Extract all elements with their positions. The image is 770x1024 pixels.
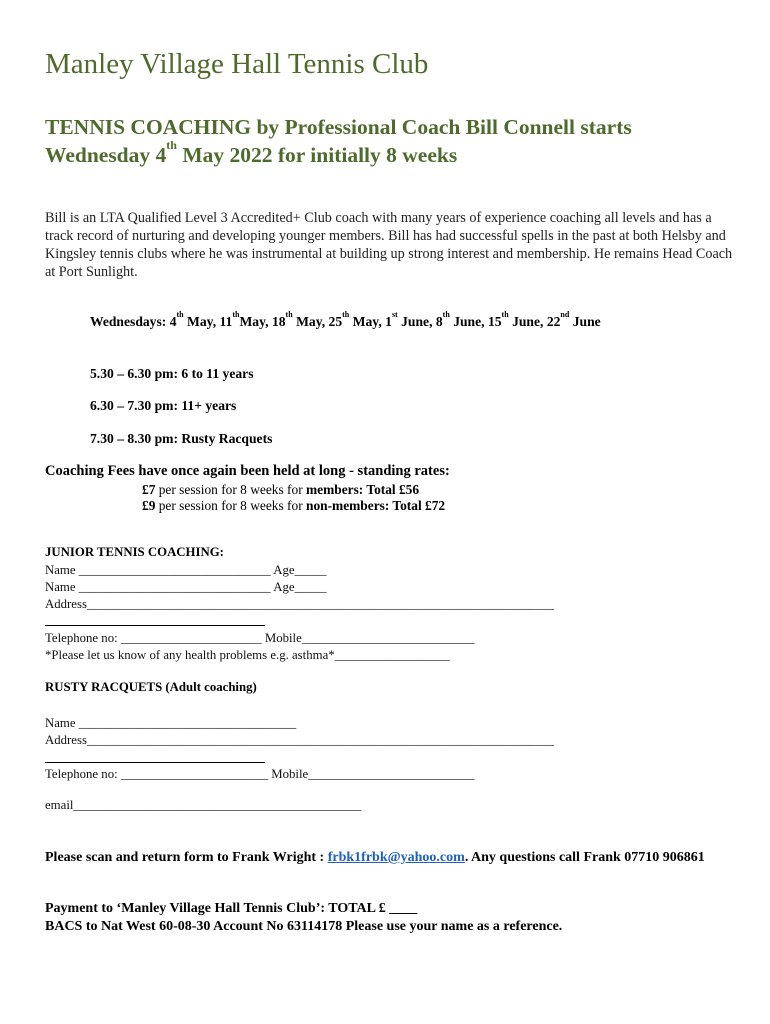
- coaching-headline: [45, 113, 632, 169]
- session-time-older-juniors: 6.30 – 7.30 pm: 11+ years: [90, 398, 237, 413]
- session-date-suffix: nd: [560, 310, 570, 319]
- session-date: [487, 310, 547, 329]
- session-date-month: June,: [508, 314, 547, 329]
- adult-address-continuation-line[interactable]: [45, 762, 265, 763]
- session-date-number: 15: [487, 314, 502, 329]
- contact-email-link[interactable]: frbk1frbk@yahoo.com: [327, 850, 465, 865]
- return-prefix: Please scan and return form to Frank Wright :: [45, 850, 328, 865]
- session-date-month: May,: [239, 314, 272, 329]
- session-dates: [90, 310, 601, 330]
- session-date-suffix: th: [342, 310, 350, 319]
- session-date: [385, 310, 436, 329]
- session-date: [546, 310, 601, 329]
- bacs-line: BACS to Nat West 60-08-30 Account No 63114178 Please use your name as a reference.: [45, 919, 563, 934]
- session-date-suffix: th: [232, 310, 240, 319]
- fee-members-total: members: Total £56: [306, 482, 420, 497]
- session-date-number: 8: [435, 314, 443, 329]
- dates-list: [169, 310, 601, 329]
- adult-telephone-field[interactable]: Telephone no: _______________________ Mobile__________________________: [45, 767, 475, 781]
- return-instructions: [45, 849, 735, 867]
- session-date: [328, 310, 386, 329]
- junior-form-heading: JUNIOR TENNIS COACHING:: [45, 545, 224, 559]
- headline-date-prefix: Wednesday 4: [45, 143, 167, 167]
- fee-non-members-total: non-members: Total £72: [306, 498, 446, 513]
- junior-address-continuation-line[interactable]: [45, 625, 265, 626]
- session-time-adults: 7.30 – 8.30 pm: Rusty Racquets: [90, 431, 273, 446]
- adult-address-field[interactable]: Address_________________________________________________________________________: [45, 733, 555, 747]
- fee-non-members-text: per session for 8 weeks for: [155, 498, 306, 513]
- fee-members-text: per session for 8 weeks for: [155, 482, 306, 497]
- junior-health-field[interactable]: *Please let us know of any health problems e.g. asthma*__________________: [45, 648, 450, 662]
- session-date: [271, 310, 329, 329]
- session-date-suffix: th: [501, 310, 509, 319]
- club-title: Manley Village Hall Tennis Club: [45, 48, 429, 80]
- session-date-number: 18: [271, 314, 286, 329]
- return-suffix: . Any questions call Frank 07710 906861: [464, 850, 705, 865]
- coach-bio: Bill is an LTA Qualified Level 3 Accredited+ Club coach with many years of experience coaching all levels and has a track record of nurturing and developing younger members. Bill has had successful spells in the past at both Helsby and Kingsley tennis clubs where he was instrumental at building up strong interest and membership. He remains Head Coach at Port Sunlight.: [45, 210, 733, 280]
- session-date-suffix: th: [176, 310, 184, 319]
- session-time-juniors: 5.30 – 6.30 pm: 6 to 11 years: [90, 366, 254, 381]
- session-date-suffix: th: [442, 310, 450, 319]
- session-date-month: May,: [292, 314, 329, 329]
- junior-address-field[interactable]: Address_________________________________________________________________________: [45, 597, 555, 611]
- fee-non-members-price: £9: [142, 498, 156, 513]
- fee-non-members: [142, 498, 445, 514]
- payment-line: Payment to ‘Manley Village Hall Tennis Club’: TOTAL £ ____: [45, 901, 418, 916]
- session-date: [219, 310, 272, 329]
- session-date-number: 11: [219, 314, 233, 329]
- headline-date-suffix: May 2022 for initially 8 weeks: [176, 143, 458, 167]
- junior-telephone-field[interactable]: Telephone no: ______________________ Mobile___________________________: [45, 631, 475, 645]
- adult-email-field[interactable]: email_____________________________________________: [45, 798, 362, 812]
- junior-name-field-2[interactable]: Name ______________________________ Age_____: [45, 580, 327, 594]
- session-date-number: 4: [169, 314, 177, 329]
- session-date-month: June: [569, 314, 601, 329]
- session-date-number: 22: [546, 314, 561, 329]
- junior-name-field-1[interactable]: Name ______________________________ Age_____: [45, 563, 327, 577]
- session-date: [169, 310, 220, 329]
- adult-form-heading: RUSTY RACQUETS (Adult coaching): [45, 680, 257, 694]
- session-date-number: 1: [385, 314, 392, 329]
- dates-label: Wednesdays:: [90, 314, 170, 329]
- session-date-month: May,: [183, 314, 220, 329]
- fees-heading: Coaching Fees have once again been held at long - standing rates:: [45, 463, 450, 479]
- session-date-month: May,: [349, 314, 386, 329]
- session-date-number: 25: [328, 314, 343, 329]
- headline-line-2: [45, 138, 632, 169]
- fee-members: [142, 482, 419, 498]
- session-date-suffix: th: [285, 310, 293, 319]
- session-date-suffix: st: [391, 310, 398, 319]
- session-date-month: June,: [397, 314, 436, 329]
- headline-line-1: TENNIS COACHING by Professional Coach Bill Connell starts: [45, 115, 632, 139]
- session-date-month: June,: [449, 314, 488, 329]
- headline-date-sup: th: [166, 138, 177, 152]
- fee-members-price: £7: [142, 482, 156, 497]
- session-date: [435, 310, 488, 329]
- adult-name-field[interactable]: Name __________________________________: [45, 716, 297, 730]
